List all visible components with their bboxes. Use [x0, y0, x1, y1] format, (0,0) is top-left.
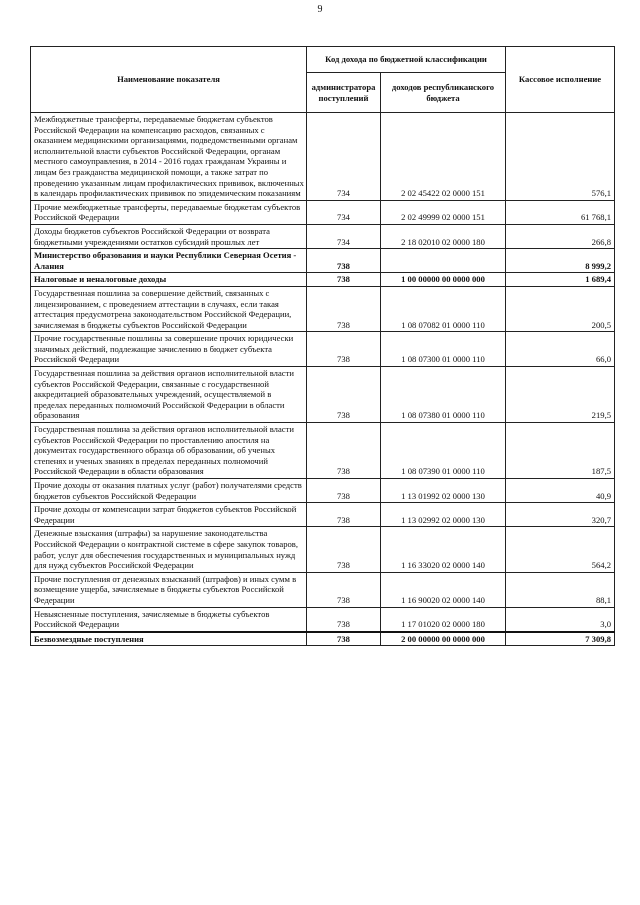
table-row	[31, 200, 615, 224]
cell-income-code: 1 17 01020 02 0000 180	[381, 607, 506, 632]
cell-admin-code: 738	[307, 503, 381, 527]
cell-admin-code: 738	[307, 332, 381, 367]
cell-income-code: 1 13 02992 02 0000 130	[381, 503, 506, 527]
header-admin: администратора поступлений	[307, 73, 381, 113]
cell-amount: 7 309,8	[506, 632, 615, 646]
cell-name: Доходы бюджетов субъектов Российской Федерации от возврата бюджетными учреждениями остатков субсидий прошлых лет	[31, 224, 307, 248]
cell-income-code: 1 08 07380 01 0000 110	[381, 367, 506, 423]
cell-admin-code: 738	[307, 249, 381, 273]
cell-admin-code: 738	[307, 572, 381, 607]
budget-table	[30, 46, 615, 646]
cell-admin-code: 738	[307, 632, 381, 646]
table-row	[31, 332, 615, 367]
cell-income-code: 1 16 33020 02 0000 140	[381, 527, 506, 572]
cell-admin-code: 734	[307, 200, 381, 224]
cell-admin-code: 738	[307, 273, 381, 287]
cell-income-code: 1 00 00000 00 0000 000	[381, 273, 506, 287]
cell-admin-code: 734	[307, 113, 381, 201]
cell-admin-code: 738	[307, 423, 381, 479]
table-row	[31, 503, 615, 527]
cell-name: Невыясненные поступления, зачисляемые в бюджеты субъектов Российской Федерации	[31, 607, 307, 632]
cell-amount: 66,0	[506, 332, 615, 367]
cell-name: Министерство образования и науки Республики Северная Осетия - Алания	[31, 249, 307, 273]
cell-name: Межбюджетные трансферты, передаваемые бюджетам субъектов Российской Федерации на компенсацию расходов, связанных с оказанием медицинскими организациями, подведомственными органам исполнительной власти субъектов Российской Федерации, органам местного самоуправления, в 2014 - 2016 годах гражданам Украины и лицам без гражданства медицинской помощи, а также затрат по проведению указанным лицам профилактических прививок, включенных в календарь профилактических прививок по эпидемическим показаниям	[31, 113, 307, 201]
cell-name: Налоговые и неналоговые доходы	[31, 273, 307, 287]
cell-admin-code: 738	[307, 286, 381, 331]
cell-amount: 1 689,4	[506, 273, 615, 287]
table-row	[31, 113, 615, 201]
cell-amount: 187,5	[506, 423, 615, 479]
cell-name: Государственная пошлина за действия органов исполнительной власти субъектов Российской Федерации по проставлению апостиля на документах государственного образца об образовании, об ученых степенях и ученых званиях в пределах переданных полномочий Российской Федерации в области образования	[31, 423, 307, 479]
cell-name: Денежные взыскания (штрафы) за нарушение законодательства Российской Федерации о контрактной системе в сфере закупок товаров, работ, услуг для обеспечения государственных и муниципальных нужд для нужд субъектов Российской Федерации	[31, 527, 307, 572]
table-row	[31, 249, 615, 273]
cell-income-code	[381, 249, 506, 273]
cell-name: Прочие межбюджетные трансферты, передаваемые бюджетам субъектов Российской Федерации	[31, 200, 307, 224]
table-row	[31, 572, 615, 607]
cell-amount: 88,1	[506, 572, 615, 607]
cell-income-code: 1 08 07082 01 0000 110	[381, 286, 506, 331]
cell-admin-code: 738	[307, 479, 381, 503]
header-name: Наименование показателя	[31, 47, 307, 113]
cell-amount: 320,7	[506, 503, 615, 527]
cell-amount: 564,2	[506, 527, 615, 572]
page-number: 9	[317, 4, 323, 15]
header-code-group: Код дохода по бюджетной классификации	[307, 47, 506, 73]
cell-amount: 40,9	[506, 479, 615, 503]
cell-name: Прочие доходы от оказания платных услуг (работ) получателями средств бюджетов субъектов Российской Федерации	[31, 479, 307, 503]
table-row	[31, 423, 615, 479]
cell-name: Государственная пошлина за действия органов исполнительной власти субъектов Российской Федерации, связанные с государственной аккредитацией образовательных учреждений, осуществляемой в пределах переданных полномочий Российской Федерации в области образования	[31, 367, 307, 423]
cell-amount: 3,0	[506, 607, 615, 632]
table-row	[31, 286, 615, 331]
table-row	[31, 607, 615, 632]
cell-income-code: 1 13 01992 02 0000 130	[381, 479, 506, 503]
cell-amount: 61 768,1	[506, 200, 615, 224]
cell-income-code: 2 02 49999 02 0000 151	[381, 200, 506, 224]
cell-name: Прочие доходы от компенсации затрат бюджетов субъектов Российской Федерации	[31, 503, 307, 527]
table-row	[31, 479, 615, 503]
table-row	[31, 632, 615, 646]
header-income: доходов республиканского бюджета	[381, 73, 506, 113]
cell-name: Прочие государственные пошлины за совершение прочих юридически значимых действий, подлежащие зачислению в бюджет субъекта Российской Федерации	[31, 332, 307, 367]
cell-income-code: 1 08 07390 01 0000 110	[381, 423, 506, 479]
table-row	[31, 367, 615, 423]
header-amount: Кассовое исполнение	[506, 47, 615, 113]
cell-admin-code: 738	[307, 607, 381, 632]
cell-amount: 200,5	[506, 286, 615, 331]
cell-name: Прочие поступления от денежных взысканий (штрафов) и иных сумм в возмещение ущерба, зачисляемые в бюджеты субъектов Российской Федерации	[31, 572, 307, 607]
cell-admin-code: 734	[307, 224, 381, 248]
cell-amount: 576,1	[506, 113, 615, 201]
cell-amount: 219,5	[506, 367, 615, 423]
cell-income-code: 2 00 00000 00 0000 000	[381, 632, 506, 646]
cell-admin-code: 738	[307, 527, 381, 572]
cell-amount: 266,8	[506, 224, 615, 248]
cell-income-code: 1 16 90020 02 0000 140	[381, 572, 506, 607]
table-body	[31, 113, 615, 646]
cell-income-code: 2 18 02010 02 0000 180	[381, 224, 506, 248]
cell-name: Государственная пошлина за совершение действий, связанных с лицензированием, с проведением аттестации в случаях, если такая аттестация предусмотрена законодательством Российской Федерации, зачисляемая в бюджеты субъектов Российской Федерации	[31, 286, 307, 331]
cell-admin-code: 738	[307, 367, 381, 423]
table-row	[31, 527, 615, 572]
cell-name: Безвозмездные поступления	[31, 632, 307, 646]
cell-income-code: 1 08 07300 01 0000 110	[381, 332, 506, 367]
cell-amount: 8 999,2	[506, 249, 615, 273]
table-row	[31, 273, 615, 287]
cell-income-code: 2 02 45422 02 0000 151	[381, 113, 506, 201]
table-row	[31, 224, 615, 248]
